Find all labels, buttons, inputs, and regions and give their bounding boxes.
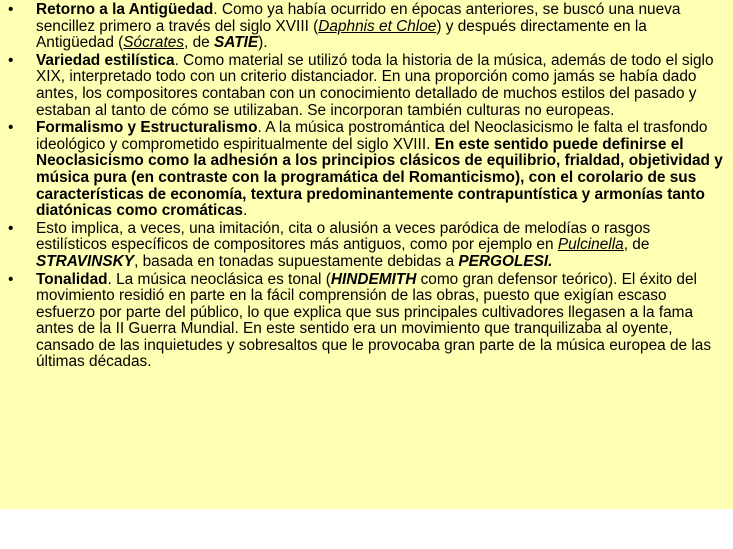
item-text: . A la música postromántica del Neoclasicismo le falta el trasfondo ideológico y comprometido espiritualmente del siglo XVIII.: [36, 119, 708, 153]
bullet-icon: •: [8, 51, 14, 69]
item-text: . Como material se utilizó toda la historia de la música, además de todo el siglo XIX, interpretado todo con un criterio distanciador. En una proporción como jamás se había dado antes, los compositores contaban con un conocimiento detallado de muchos estilos del pasado y estaban al tanto de cómo se utilizaban. Se incorporan también culturas no europeas.: [36, 51, 714, 119]
item-heading: Variedad estilística: [36, 51, 175, 69]
bullet-icon: •: [8, 119, 14, 137]
list-item-tonalidad: [8, 272, 724, 372]
item-text: , de: [623, 236, 650, 254]
item-heading: Retorno a la Antigüedad: [36, 1, 214, 18]
bullet-list: [8, 2, 724, 372]
item-text: .: [243, 202, 248, 220]
composer-name: SATIE: [213, 34, 259, 52]
item-text: ) y después directamente en la Antigüedad (: [36, 17, 647, 52]
item-text: ).: [258, 34, 268, 52]
item-text: Esto implica, a veces, una imitación, cita o alusión a veces paródica de melodías o rasgos estilísticos específicos de compositores más antiguos, como por ejemplo en: [36, 219, 651, 254]
item-text: como gran defensor teórico). El éxito del movimiento residió en parte en la fácil comprensión de las obras, puesto que exigían escaso esfuerzo por parte del público, lo que explica que sus principales cultivadores llegasen a la fama antes de la II Guerra Mundial. En este sentido era un movimiento que tranquilizaba al oyente, cansado de las inquietudes y sobresaltos que le provocaba gran parte de la música europea de las últimas décadas.: [36, 270, 712, 371]
work-title: Daphnis et Chloe: [318, 17, 437, 35]
item-text: , de: [184, 34, 214, 52]
item-text: . La música neoclásica es tonal (: [107, 270, 331, 288]
work-title: Pulcinella: [557, 236, 624, 254]
work-title: Sócrates: [123, 34, 185, 52]
item-text: , basada en tonadas supuestamente debidas a: [134, 252, 459, 270]
list-item-imitacion: [8, 221, 724, 271]
bullet-icon: •: [8, 1, 14, 18]
composer-name: HINDEMITH: [330, 270, 417, 288]
list-item-variedad: [8, 53, 724, 119]
bullet-icon: •: [8, 270, 14, 288]
list-item-retorno: [8, 2, 724, 52]
bullet-icon: •: [8, 219, 14, 237]
item-text: . Como ya había ocurrido en épocas anteriores, se buscó una nueva sencillez primero a través del siglo XVIII (: [36, 1, 681, 35]
list-item-formalismo: [8, 120, 724, 220]
item-heading: Formalismo y Estructuralismo: [36, 119, 258, 137]
composer-name: PERGOLESI.: [458, 252, 553, 270]
emphasis-text: En este sentido puede definirse el Neoclasicismo como la adhesión a los principios clásicos de equilibrio, frialdad, objetividad y música pura (en contraste con la programática del Romanticismo), con el corolario de sus características de economía, textura predominantemente contrapuntística y armonías tanto diatónicas como cromáticas: [36, 135, 723, 220]
item-heading: Tonalidad: [36, 270, 108, 288]
composer-name: STRAVINSKY: [36, 252, 135, 270]
